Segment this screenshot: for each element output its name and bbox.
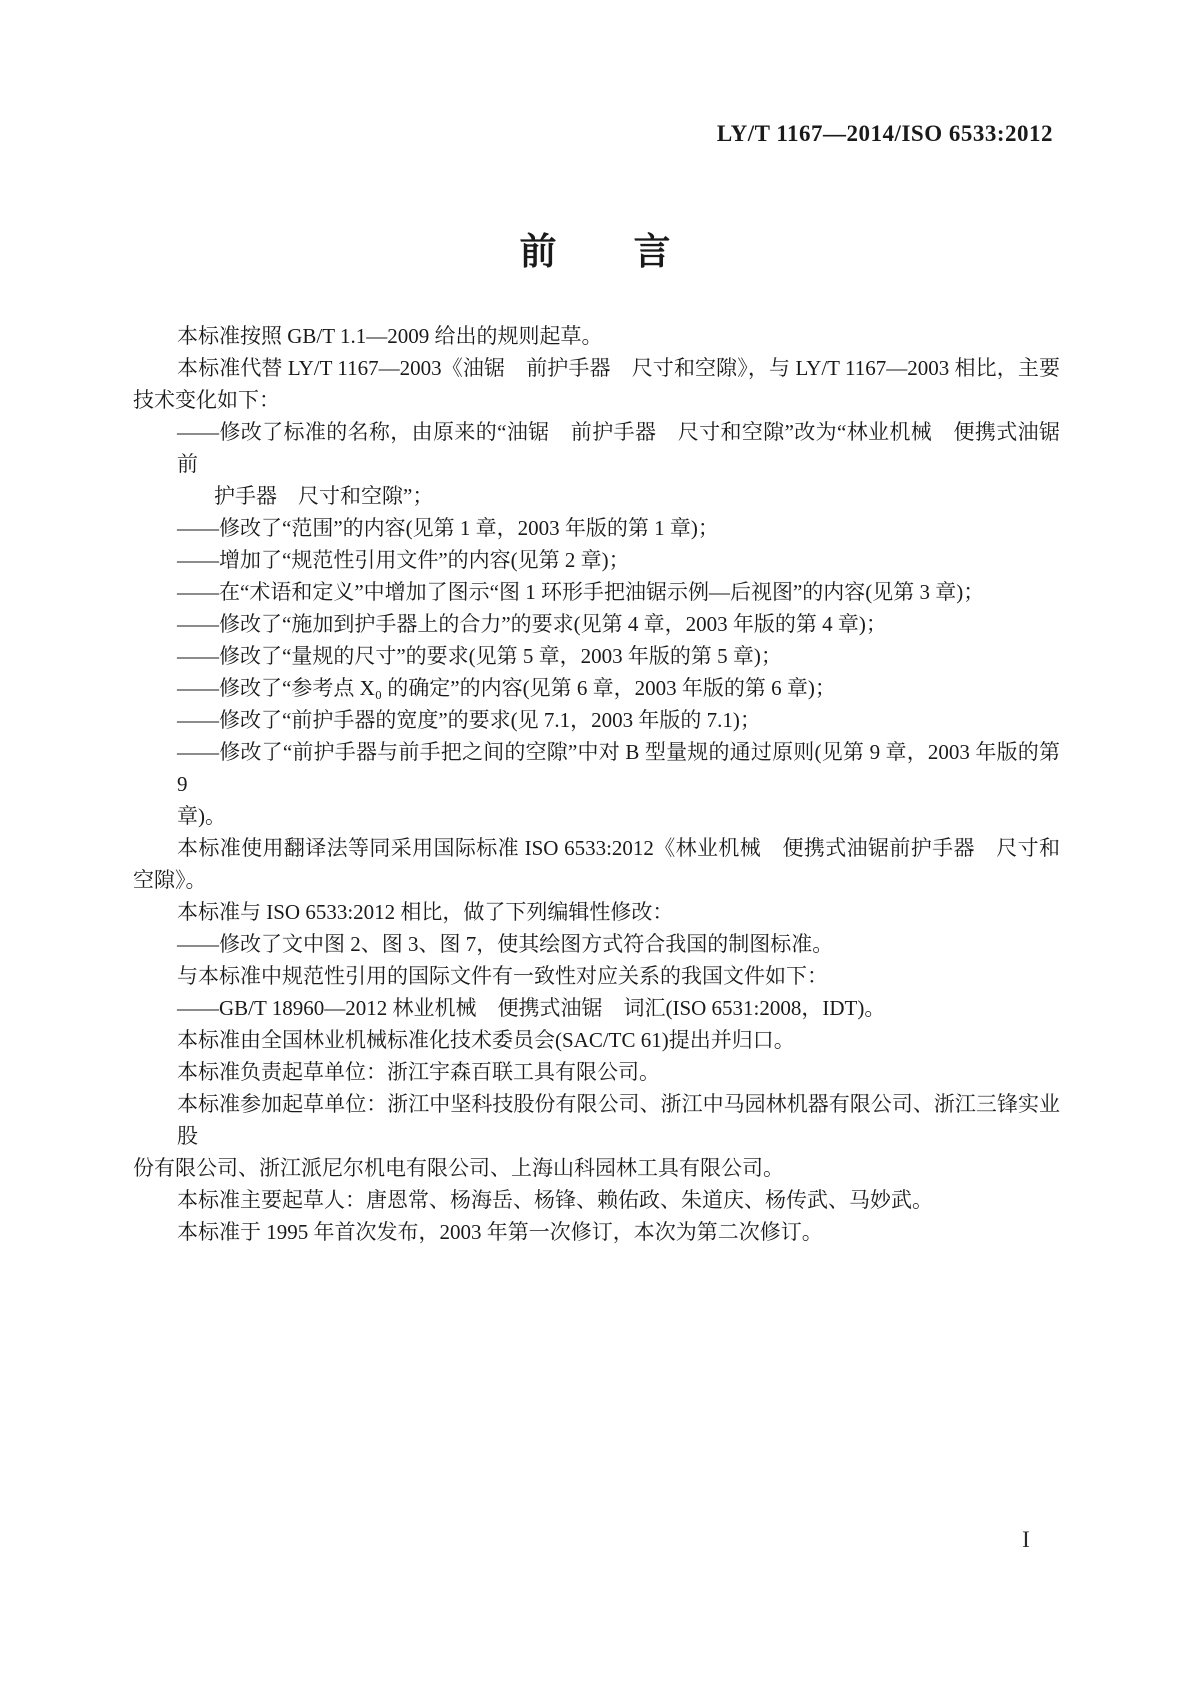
body-text <box>133 320 1060 1248</box>
text-line: 本标准代替 LY/T 1167—2003《油锯 前护手器 尺寸和空隙》，与 LY/T 1167—2003 相比，主要 <box>177 356 1060 380</box>
document-code: LY/T 1167—2014/ISO 6533:2012 <box>716 121 1053 146</box>
text-line: ——修改了“施加到护手器上的合力”的要求(见第 4 章，2003 年版的第 4 章)； <box>177 612 887 636</box>
text-line: ——修改了“前护手器与前手把之间的空隙”中对 B 型量规的通过原则(见第 9 章，2003 年版的第 9 <box>177 740 1060 796</box>
text-line: ——增加了“规范性引用文件”的内容(见第 2 章)； <box>177 548 630 572</box>
text-line: 本标准负责起草单位：浙江宇森百联工具有限公司。 <box>177 1060 660 1084</box>
text-line: ——修改了“前护手器的宽度”的要求(见 7.1，2003 年版的 7.1)； <box>177 708 761 732</box>
text-line: 空隙》。 <box>133 868 207 892</box>
text-line: 份有限公司、浙江派尼尔机电有限公司、上海山科园林工具有限公司。 <box>133 1156 784 1180</box>
text-line: ——GB/T 18960—2012 林业机械 便携式油锯 词汇(ISO 6531:2008，IDT)。 <box>177 996 886 1020</box>
text-line: ——修改了标准的名称，由原来的“油锯 前护手器 尺寸和空隙”改为“林业机械 便携式油锯前 <box>177 420 1060 476</box>
text-line: 本标准于 1995 年首次发布，2003 年第一次修订，本次为第二次修订。 <box>177 1220 823 1244</box>
page-title: 前 言 <box>519 231 672 272</box>
text-line: 与本标准中规范性引用的国际文件有一致性对应关系的我国文件如下： <box>177 964 828 988</box>
page-number: I <box>1022 1527 1030 1552</box>
text-line: ——修改了“范围”的内容(见第 1 章，2003 年版的第 1 章)； <box>177 516 719 540</box>
text-line: ——在“术语和定义”中增加了图示“图 1 环形手把油锯示例—后视图”的内容(见第 3 章)； <box>177 580 985 604</box>
text-line: 章)。 <box>177 804 226 828</box>
text-line: ——修改了“量规的尺寸”的要求(见第 5 章，2003 年版的第 5 章)； <box>177 644 782 668</box>
text-line: 本标准参加起草单位：浙江中坚科技股份有限公司、浙江中马园林机器有限公司、浙江三锋实业股 <box>177 1092 1060 1148</box>
text-line: ——修改了“参考点 X₀ 的确定”的内容(见第 6 章，2003 年版的第 6 章)； <box>177 676 836 700</box>
text-line: 本标准使用翻译法等同采用国际标准 ISO 6533:2012《林业机械 便携式油锯前护手器 尺寸和 <box>177 836 1060 860</box>
text-line: 护手器 尺寸和空隙”； <box>214 484 434 508</box>
text-line: 本标准按照 GB/T 1.1—2009 给出的规则起草。 <box>177 324 603 348</box>
text-line: 技术变化如下： <box>133 388 280 412</box>
text-line: 本标准由全国林业机械标准化技术委员会(SAC/TC 61)提出并归口。 <box>177 1028 795 1052</box>
text-line: 本标准主要起草人：唐恩常、杨海岳、杨锋、赖佑政、朱道庆、杨传武、马妙武。 <box>177 1188 933 1212</box>
text-line: 本标准与 ISO 6533:2012 相比，做了下列编辑性修改： <box>177 900 674 924</box>
text-line: ——修改了文中图 2、图 3、图 7，使其绘图方式符合我国的制图标准。 <box>177 932 834 956</box>
